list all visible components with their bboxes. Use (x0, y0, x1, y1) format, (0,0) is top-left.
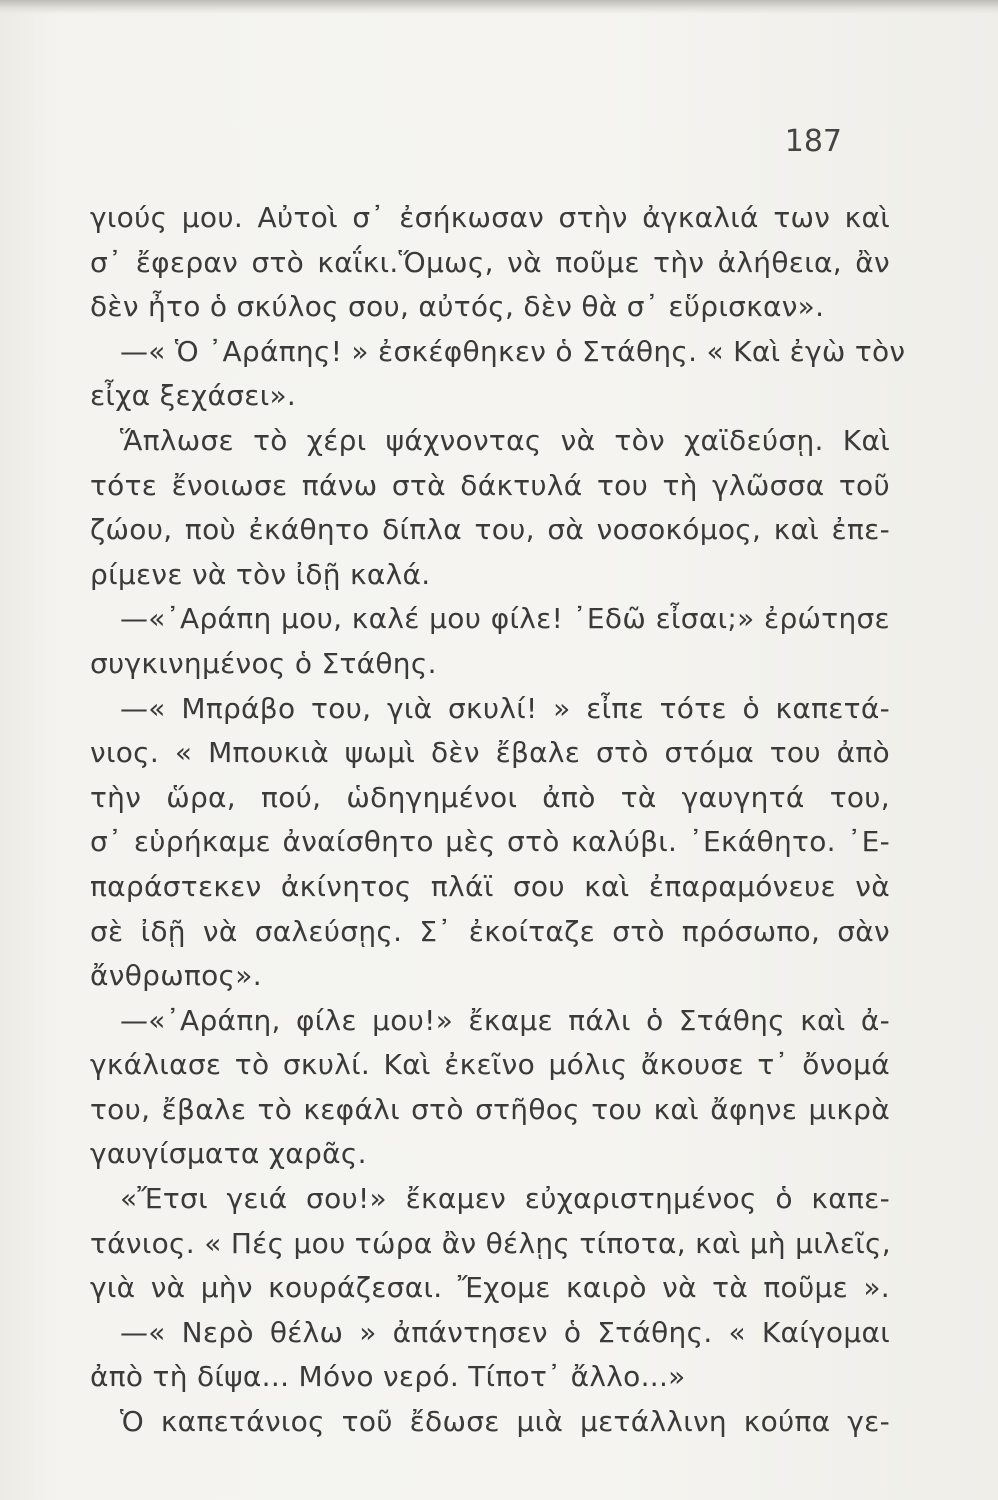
page-number: 187 (784, 124, 842, 159)
text-line: ἀπὸ τὴ δίψα... Μόνο νερό. Τίποτ᾽ ἄλλο...» (90, 1360, 686, 1394)
text-line: σὲ ἰδῇ νὰ σαλεύσῃς. Σ᾽ ἐκοίταζε στὸ πρόσωπο, σὰν (90, 914, 890, 948)
text-line: του, ἔβαλε τὸ κεφάλι στὸ στῆθος του καὶ ἄφηνε μικρὰ (90, 1092, 890, 1126)
text-line: σ᾽ εὑρήκαμε ἀναίσθητο μὲς στὸ καλύβι. ᾽Εκάθητο. ᾽Ε- (90, 825, 890, 859)
text-line: —« Μπράβο του, γιὰ σκυλί! » εἶπε τότε ὁ καπετά- (120, 691, 890, 725)
text-line: τότε ἔνοιωσε πάνω στὰ δάκτυλά του τὴ γλῶσσα τοῦ (90, 468, 890, 502)
text-line: Ἅπλωσε τὸ χέρι ψάχνοντας νὰ τὸν χαϊδεύσῃ. Καὶ (120, 423, 890, 457)
text-line: νιος. « Μπουκιὰ ψωμὶ δὲν ἔβαλε στὸ στόμα του ἀπὸ (90, 736, 890, 770)
text-line: —«᾽Αράπη, φίλε μου!» ἔκαμε πάλι ὁ Στάθης καὶ ἀ- (120, 1003, 890, 1037)
text-line: τάνιος. « Πές μου τώρα ἂν θέλῃς τίποτα, καὶ μὴ μιλεῖς, (90, 1226, 891, 1260)
text-line: γαυγίσματα χαρᾶς. (90, 1137, 367, 1171)
page-top-edge (0, 0, 998, 14)
text-line: ζώου, ποὺ ἐκάθητο δίπλα του, σὰ νοσοκόμος, καὶ ἐπε- (90, 513, 890, 547)
text-line: —« Ὁ ᾽Αράπης! » ἐσκέφθηκεν ὁ Στάθης. « Καὶ ἐγὼ τὸν (120, 334, 906, 368)
text-line: παράστεκεν ἀκίνητος πλάϊ σου καὶ ἐπαραμόνευε νὰ (90, 869, 890, 903)
text-line: δὲν ἦτο ὁ σκύλος σου, αὐτός, δὲν θὰ σ᾽ εὕρισκαν». (90, 290, 825, 324)
text-line: ἄνθρωπος». (90, 959, 262, 993)
text-line: γκάλιασε τὸ σκυλί. Καὶ ἐκεῖνο μόλις ἄκουσε τ᾽ ὄνομά (90, 1048, 890, 1082)
text-line: γιούς μου. Αὐτοὶ σ᾽ ἐσήκωσαν στὴν ἀγκαλιά των καὶ (90, 201, 890, 234)
text-line: ρίμενε νὰ τὸν ἰδῇ καλά. (90, 557, 431, 591)
text-line: συγκινημένος ὁ Στάθης. (90, 646, 437, 680)
text-line: Ὁ καπετάνιος τοῦ ἔδωσε μιὰ μετάλλινη κούπα γε- (120, 1405, 890, 1439)
text-line: γιὰ νὰ μὴν κουράζεσαι. Ἔχομε καιρὸ νὰ τὰ ποῦμε ». (90, 1271, 890, 1305)
text-line: τὴν ὥρα, πού, ὡδηγημένοι ἀπὸ τὰ γαυγητά του, (90, 780, 890, 814)
text-line: εἶχα ξεχάσει». (90, 379, 297, 413)
text-line: «Ἔτσι γειά σου!» ἔκαμεν εὐχαριστημένος ὁ καπε- (120, 1182, 890, 1216)
text-line: σ᾽ ἔφεραν στὸ καΐκι.Ὅμως, νὰ ποῦμε τὴν ἀλήθεια, ἂν (90, 245, 890, 279)
text-line: —«᾽Αράπη μου, καλέ μου φίλε! ᾽Εδῶ εἶσαι;» ἐρώτησε (120, 602, 890, 636)
text-line: —« Νερὸ θέλω » ἀπάντησεν ὁ Στάθης. « Καίγομαι (120, 1315, 890, 1349)
body-text (90, 196, 906, 1445)
